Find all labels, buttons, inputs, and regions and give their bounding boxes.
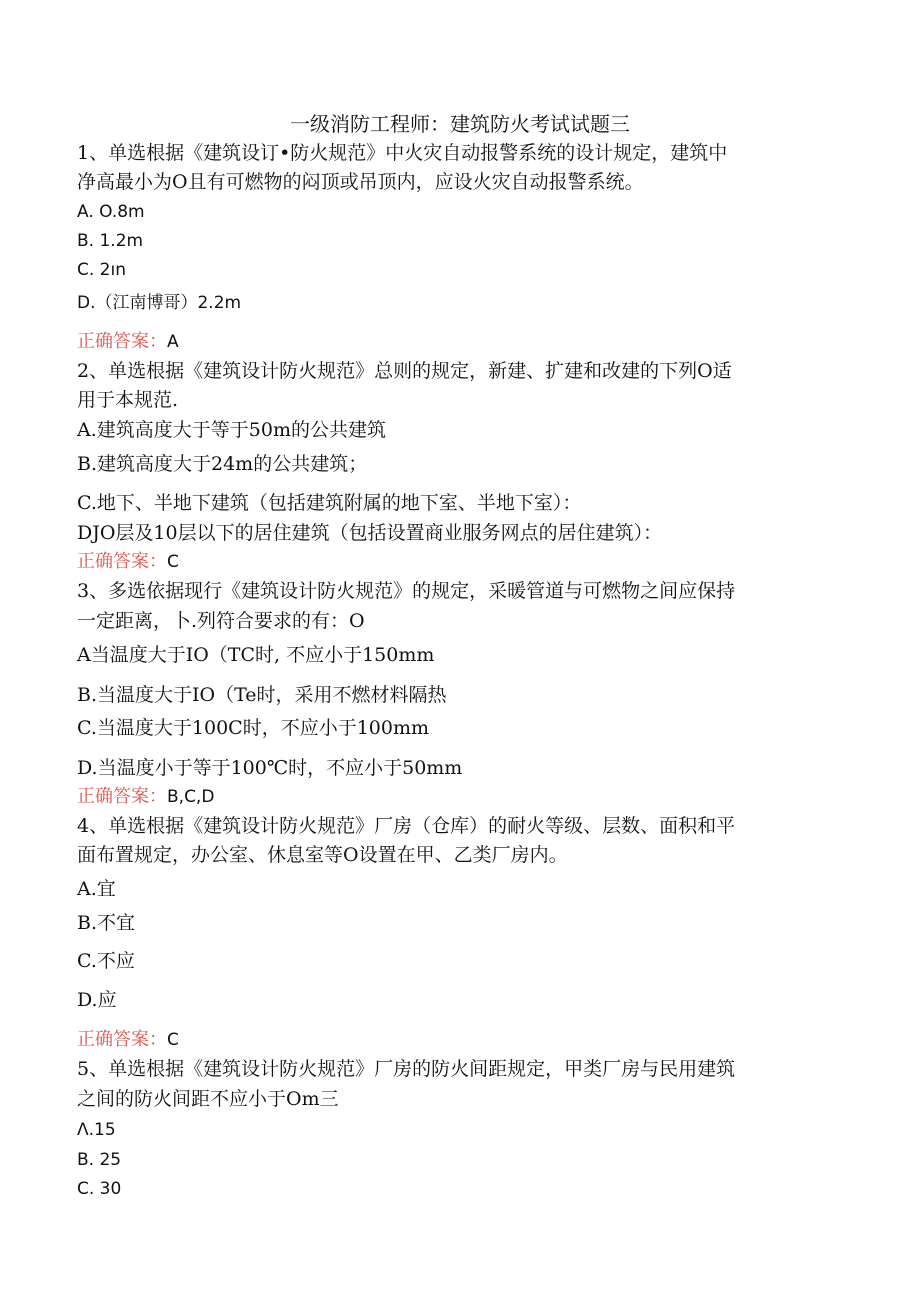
question-3-text-line-1: 3、多选依据现行《建筑设计防火规范》的规定，采暖管道与可燃物之间应保持 bbox=[77, 580, 736, 602]
question-2-option-b: B.建筑高度大于24m的公共建筑； bbox=[77, 453, 368, 475]
answer-value: C bbox=[167, 1030, 179, 1050]
question-3-option-a: A当温度大于IO（TC时, 不应小于150mm bbox=[77, 644, 435, 666]
answer-value: A bbox=[167, 332, 179, 352]
question-4-answer bbox=[77, 1029, 179, 1051]
question-3-option-b: B.当温度大于IO（Te时，采用不燃材料隔热 bbox=[77, 684, 447, 706]
question-1-option-d: D.（江南博哥）2.2m bbox=[77, 293, 242, 313]
question-5-text-line-2: 之间的防火间距不应小于Om三 bbox=[77, 1088, 339, 1110]
question-3-option-d: D.当温度小于等于100℃时，不应小于50mm bbox=[77, 757, 463, 779]
question-5-option-a: Λ.15 bbox=[77, 1120, 116, 1140]
answer-label: 正确答案： bbox=[77, 551, 167, 572]
question-3-option-c: C.当温度大于100C时，不应小于100mm bbox=[77, 717, 430, 739]
question-2-option-a: A.建筑高度大于等于50m的公共建筑 bbox=[77, 419, 386, 441]
answer-label: 正确答案： bbox=[77, 1029, 167, 1050]
question-1-option-a: A. O.8m bbox=[77, 202, 145, 222]
question-4-option-b: B.不宜 bbox=[77, 912, 136, 934]
question-2-option-d: DJO层及10层以下的居住建筑（包括设置商业服务网点的居住建筑）： bbox=[77, 522, 663, 544]
answer-label: 正确答案： bbox=[77, 786, 167, 807]
question-1-text-line-1: 1、单选根据《建筑设订•防火规范》中火灾自动报警系统的设计规定，建筑中 bbox=[77, 142, 728, 164]
answer-value: B,C,D bbox=[167, 787, 215, 807]
question-4-option-a: A.宜 bbox=[77, 878, 116, 900]
question-4-option-c: C.不应 bbox=[77, 950, 135, 972]
question-1-answer bbox=[77, 331, 179, 353]
question-3-answer bbox=[77, 786, 214, 808]
question-5-text-line-1: 5、单选根据《建筑设计防火规范》厂房的防火间距规定，甲类厂房与民用建筑 bbox=[77, 1058, 736, 1080]
question-4-text-line-2: 面布置规定，办公室、休息室等O设置在甲、乙类厂房内。 bbox=[77, 844, 568, 866]
page-title: 一级消防工程师：建筑防火考试试题三 bbox=[290, 112, 630, 136]
question-1-text-line-2: 净高最小为O且有可燃物的闷顶或吊顶内，应设火灾自动报警系统。 bbox=[77, 171, 644, 193]
question-5-option-b: B. 25 bbox=[77, 1150, 122, 1170]
question-1-option-c: C. 2ın bbox=[77, 260, 126, 280]
question-2-option-c: C.地下、半地下建筑（包括建筑附属的地下室、半地下室）： bbox=[77, 492, 582, 514]
answer-label: 正确答案： bbox=[77, 331, 167, 352]
answer-value: C bbox=[167, 552, 179, 572]
question-4-option-d: D.应 bbox=[77, 989, 117, 1011]
question-1-option-b: B. 1.2m bbox=[77, 231, 144, 251]
question-2-text-line-2: 用于本规范. bbox=[77, 389, 179, 411]
question-5-option-c: C. 30 bbox=[77, 1179, 122, 1199]
question-4-text-line-1: 4、单选根据《建筑设计防火规范》厂房（仓库）的耐火等级、层数、面积和平 bbox=[77, 815, 736, 837]
question-2-text-line-1: 2、单选根据《建筑设计防火规范》总则的规定，新建、扩建和改建的下列O适 bbox=[77, 360, 732, 382]
question-2-answer bbox=[77, 551, 179, 573]
question-3-text-line-2: 一定距离，卜.列符合要求的有：O bbox=[77, 610, 365, 632]
